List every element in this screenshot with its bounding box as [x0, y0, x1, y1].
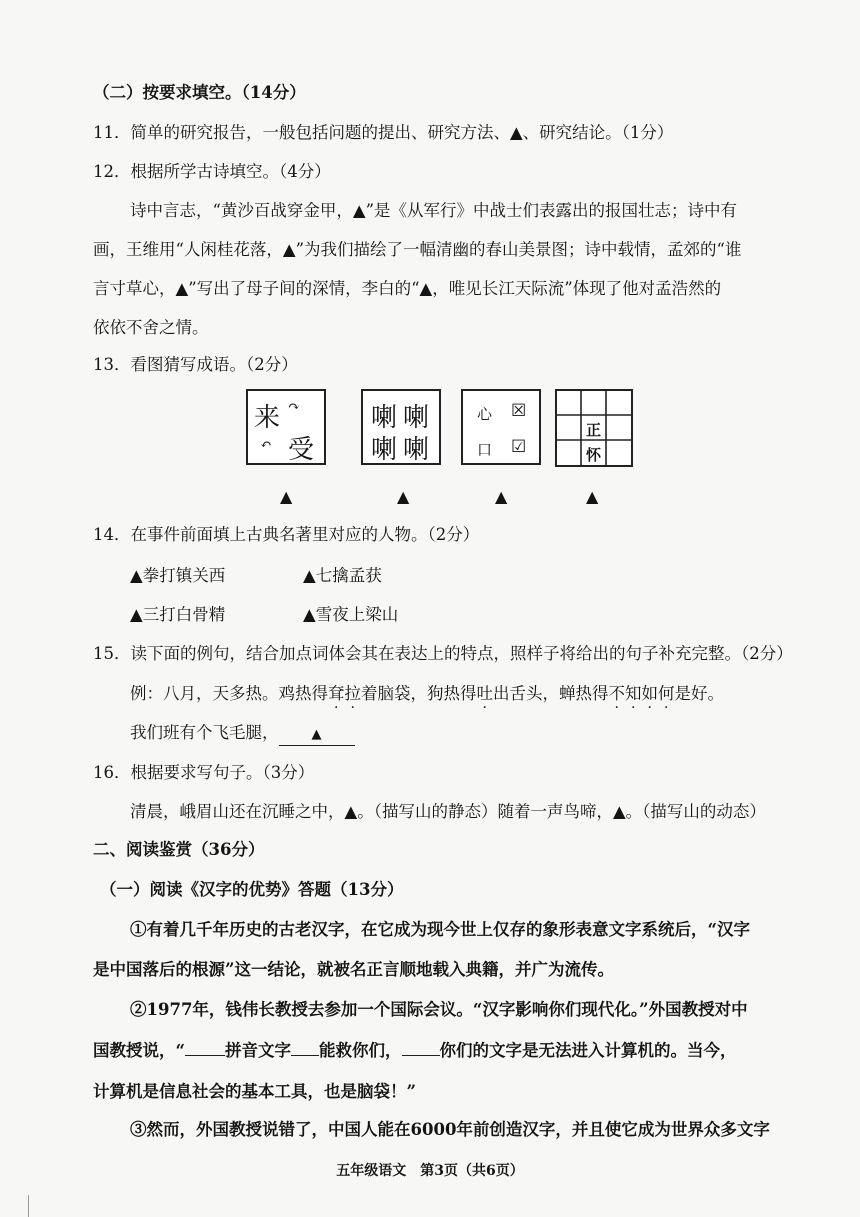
question-14-item: ▲雪夜上梁山	[303, 605, 399, 624]
picture-char: 受	[288, 435, 315, 465]
example-text: 是好。	[674, 684, 724, 703]
blank-line	[185, 1055, 225, 1056]
question-16-title: 16．根据要求写句子。（3分）	[93, 763, 315, 782]
picture-char: 心	[477, 405, 493, 423]
idiom-picture-2	[361, 389, 441, 465]
paragraph-text: 国教授说，“	[93, 1041, 185, 1060]
paragraph-text: 拼音文字	[225, 1041, 291, 1060]
answer-mark: ▲	[495, 487, 508, 506]
picture-char: 喇	[371, 435, 398, 465]
question-12-line: 依依不舍之情。	[93, 318, 209, 337]
idiom-picture-3	[461, 389, 541, 465]
example-text: 例：八月，天多热。鸡热得	[130, 684, 328, 703]
question-14-item: ▲七擒孟获	[303, 566, 382, 585]
dotted-word: 何	[658, 684, 675, 703]
curved-arrow-icon: ↷	[288, 399, 300, 415]
page-footer: 五年级语文 第3页（共6页）	[336, 1163, 524, 1179]
example-text: 出舌头，蝉热得	[493, 684, 609, 703]
question-12-title: 12．根据所学古诗填空。（4分）	[93, 162, 331, 181]
paragraph-text: 你们的文字是无法进入计算机的。当今，	[439, 1041, 737, 1060]
dotted-word: 吐	[476, 684, 493, 703]
question-13-title: 13．看图猜写成语。（2分）	[93, 355, 298, 374]
question-11: 11．简单的研究报告，一般包括问题的提出、研究方法、▲、研究结论。（1分）	[93, 123, 674, 142]
paragraph-text: 能救你们，	[319, 1041, 402, 1060]
question-14-item: ▲三打白骨精	[130, 605, 226, 624]
question-15-title: 15．读下面的例句，结合加点词体会其在表达上的特点，照样子将给出的句子补充完整。（2分）	[93, 644, 793, 663]
picture-char: 喇	[403, 403, 430, 433]
part-heading: 二、阅读鉴赏（36分）	[93, 840, 265, 859]
paragraph-line: ③然而，外国教授说错了，中国人能在6000年前创造汉字，并且使它成为世界众多文字	[130, 1120, 770, 1139]
fill-text: 我们班有个飞毛腿，	[130, 723, 279, 742]
answer-mark: ▲	[586, 487, 599, 506]
example-text: 着脑袋，狗热得	[361, 684, 477, 703]
checkbox-checked-icon: ☑	[511, 437, 527, 457]
picture-char: 怀	[586, 446, 602, 464]
curved-arrow-icon: ↶	[260, 437, 272, 453]
dotted-word: 不	[608, 684, 625, 703]
answer-blank: ▲	[279, 725, 355, 746]
blank-line	[402, 1055, 440, 1056]
question-12-line: 言寸草心，▲”写出了母子间的深情，李白的“▲，唯见长江天际流”体现了他对孟浩然的	[93, 279, 722, 298]
dotted-word: 如	[641, 684, 658, 703]
paragraph-line: ②1977年，钱伟长教授去参加一个国际会议。“汉字影响你们现代化。”外国教授对中	[130, 1000, 748, 1019]
idiom-picture-4	[555, 389, 635, 465]
question-15-fill	[130, 723, 355, 746]
picture-char: 正	[586, 421, 602, 439]
dotted-word: 耷	[328, 684, 345, 703]
blank-line	[291, 1055, 319, 1056]
question-16-line: 清晨，峨眉山还在沉睡之中，▲。（描写山的静态）随着一声鸟啼，▲。（描写山的动态）	[130, 802, 766, 821]
question-14-item: ▲拳打镇关西	[130, 566, 226, 585]
answer-mark: ▲	[397, 487, 410, 506]
checkbox-crossed-icon: ☒	[511, 401, 527, 421]
dotted-word: 知	[625, 684, 642, 703]
picture-char: 来	[254, 403, 281, 433]
paragraph-line: 是中国落后的根源”这一结论，就被名正言顺地载入典籍，并广为流传。	[93, 960, 614, 979]
answer-mark: ▲	[280, 487, 293, 506]
picture-char: 喇	[371, 403, 398, 433]
dotted-word: 拉	[344, 684, 361, 703]
question-15-example	[130, 684, 724, 704]
paragraph-line: ①有着几千年历史的古老汉字，在它成为现今世上仅存的象形表意文字系统后，“汉字	[130, 920, 750, 939]
picture-char: 喇	[403, 435, 430, 465]
paragraph-line	[93, 1041, 737, 1061]
paragraph-line: 计算机是信息社会的基本工具，也是脑袋！”	[93, 1082, 416, 1101]
idiom-picture-1	[246, 389, 326, 465]
margin-mark	[28, 1195, 29, 1217]
question-14-title: 14．在事件前面填上古典名著里对应的人物。（2分）	[93, 525, 480, 544]
picture-char: 口	[477, 441, 493, 459]
section-heading: （二）按要求填空。（14分）	[93, 83, 306, 102]
reading-title: （一）阅读《汉字的优势》答题（13分）	[100, 880, 404, 899]
question-12-line: 画，王维用“人闲桂花落，▲”为我们描绘了一幅清幽的春山美景图；诗中载情，孟郊的“谁	[93, 240, 742, 259]
question-12-line: 诗中言志，“黄沙百战穿金甲，▲”是《从军行》中战士们表露出的报国壮志；诗中有	[130, 201, 738, 220]
